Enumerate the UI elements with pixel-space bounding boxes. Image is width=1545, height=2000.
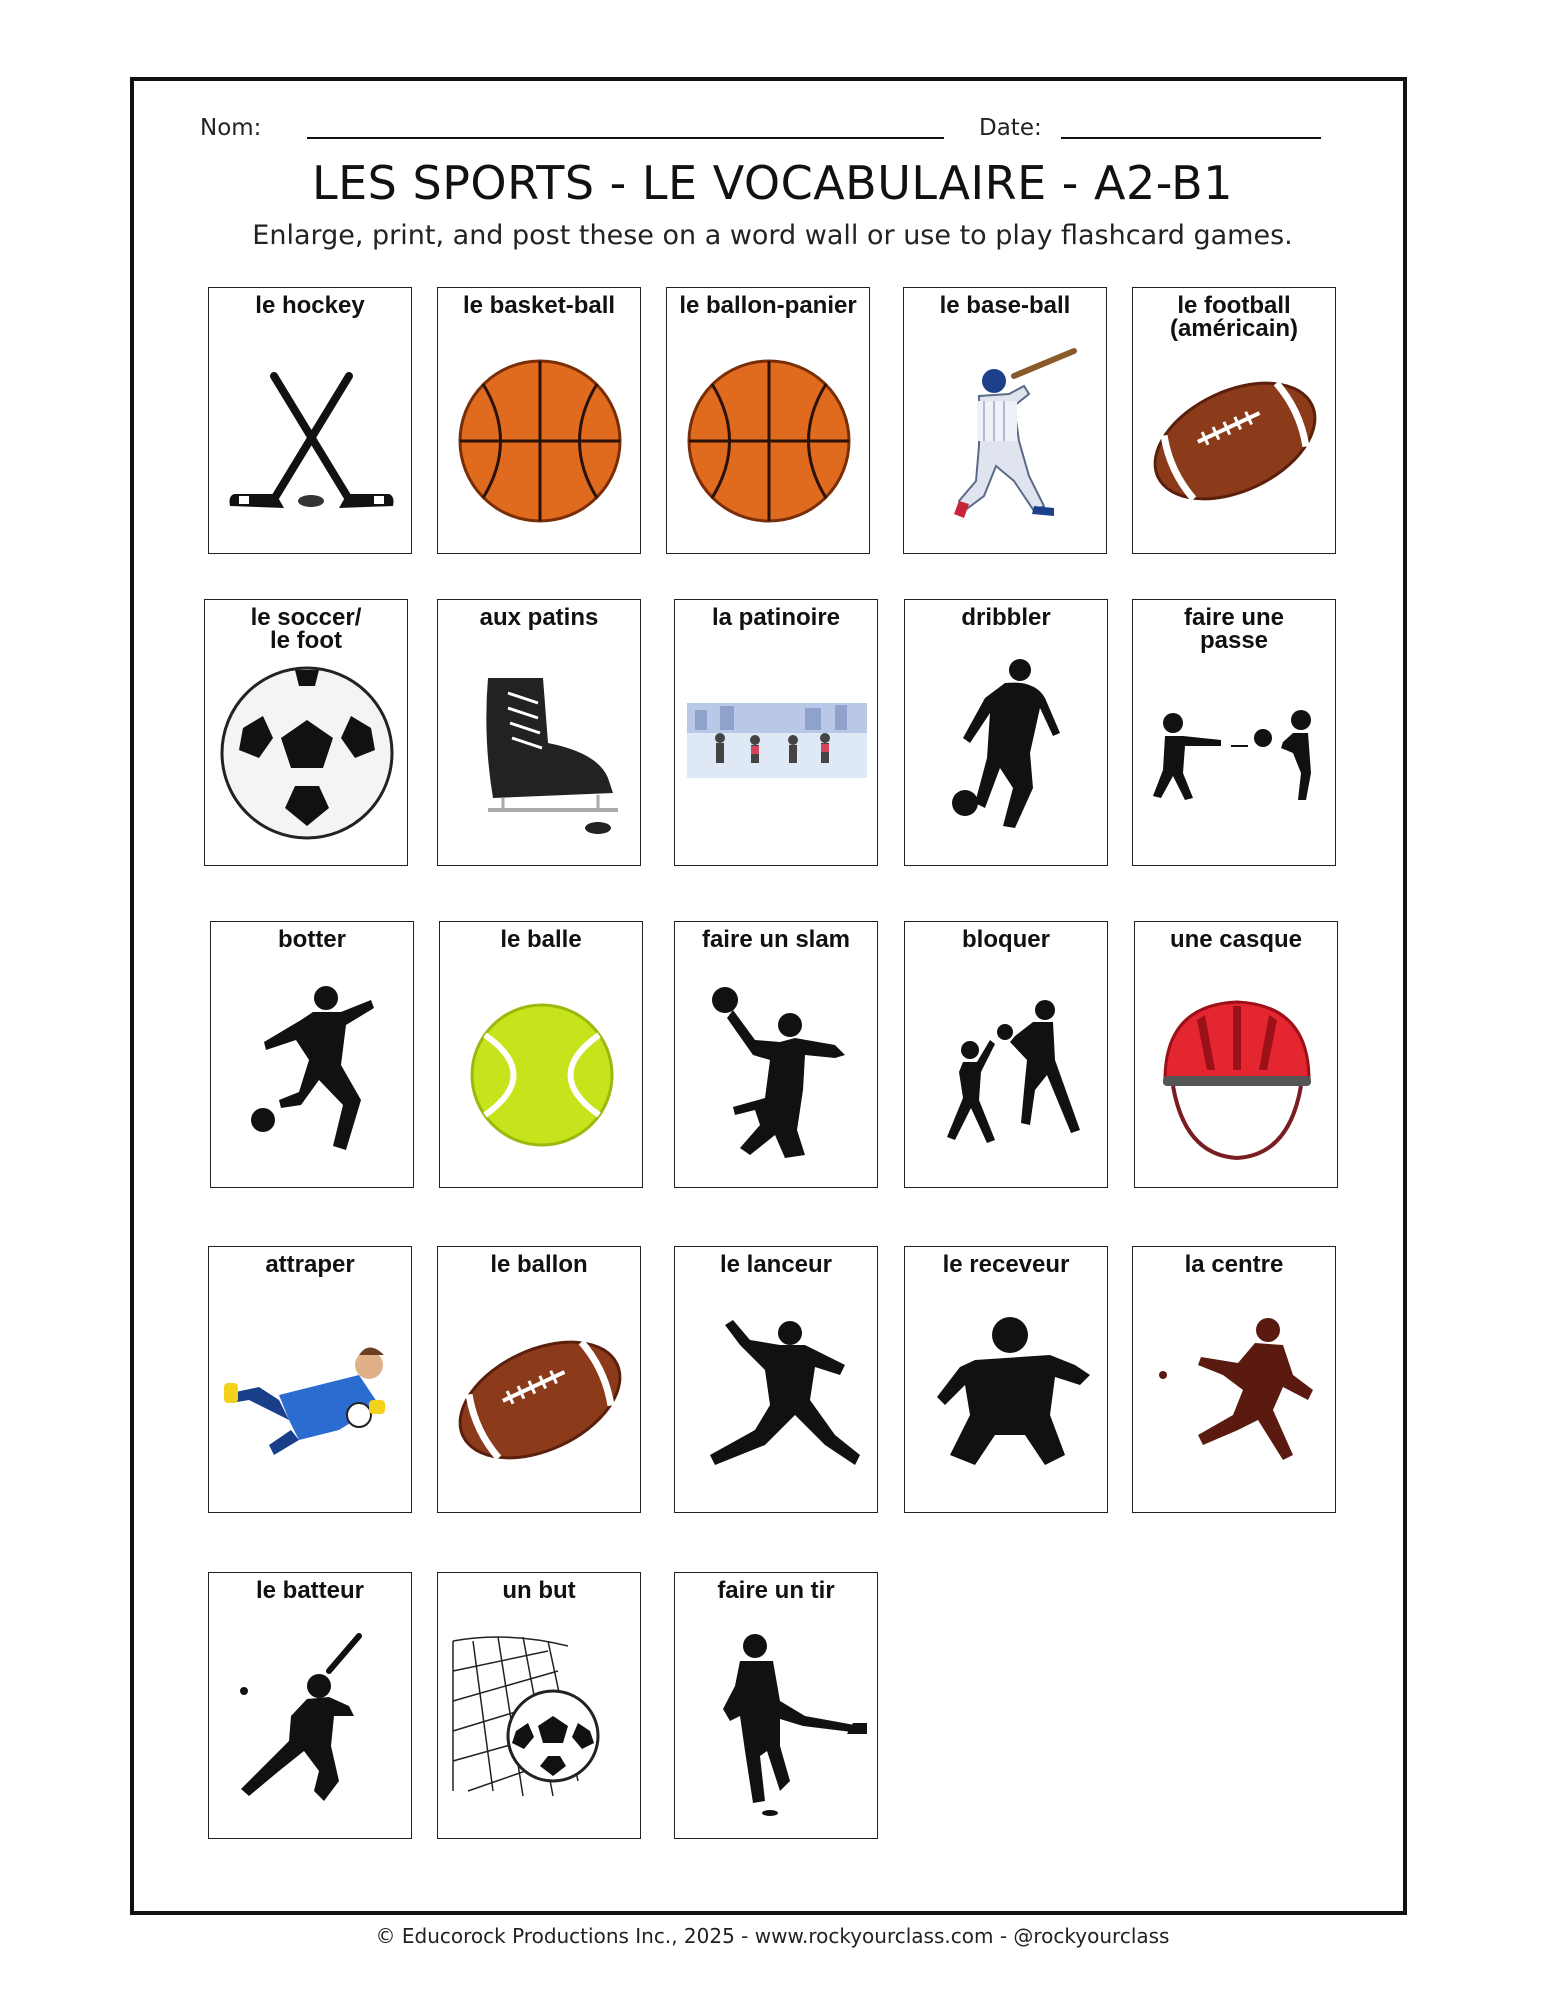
card-label: le balle [500, 926, 582, 953]
card-label: le base-ball [939, 292, 1071, 319]
flashcard [437, 1572, 641, 1839]
card-label: la patinoire [711, 604, 841, 631]
card-label: aux patins [479, 604, 599, 631]
ice-skate-icon [448, 658, 632, 856]
flashcard [208, 1246, 412, 1513]
card-label: la centre [1184, 1251, 1284, 1278]
flashcard [204, 599, 408, 866]
flashcard [666, 287, 870, 554]
hockey-shooter-icon [685, 1631, 869, 1829]
flashcard [674, 921, 878, 1188]
flashcard [904, 1246, 1108, 1513]
card-label: le hockey [255, 292, 365, 319]
flashcard [1134, 921, 1338, 1188]
tennis-ball-icon [450, 980, 634, 1178]
hockey-sticks-icon [219, 346, 403, 544]
card-label: une casque [1169, 926, 1303, 953]
flashcard [1132, 599, 1336, 866]
card-label: le basket-ball [462, 292, 616, 319]
fielder-icon [1143, 1305, 1327, 1503]
flashcard [437, 599, 641, 866]
card-label: le lanceur [719, 1251, 833, 1278]
soccer-ball-icon [215, 658, 399, 856]
card-label: faire une passe [1183, 604, 1285, 654]
page-title: LES SPORTS - LE VOCABULAIRE - A2-B1 [311, 156, 1233, 210]
passing-players-icon [1143, 658, 1327, 856]
card-label: bloquer [962, 926, 1050, 953]
card-label: le receveur [942, 1251, 1070, 1278]
flashcard [904, 599, 1108, 866]
date-label: Date: [979, 115, 1042, 141]
card-label: faire un slam [701, 926, 851, 953]
goalkeeper-catch-icon [219, 1305, 403, 1503]
blocking-players-icon [915, 980, 1099, 1178]
flashcard [1132, 1246, 1336, 1513]
card-label: le soccer/ le foot [250, 604, 362, 654]
flashcard [208, 1572, 412, 1839]
dribbling-player-icon [915, 658, 1099, 856]
flashcard [208, 287, 412, 554]
date-line [1061, 137, 1321, 139]
basketball-icon [677, 346, 861, 544]
flashcard [904, 921, 1108, 1188]
pitcher-icon [685, 1305, 869, 1503]
helmet-icon [1145, 980, 1329, 1178]
card-label: le ballon-panier [679, 292, 857, 319]
american-football-icon [448, 1305, 632, 1503]
flashcard [674, 1246, 878, 1513]
page-subtitle: Enlarge, print, and post these on a word wall or use to play flashcard games. [252, 220, 1293, 251]
flashcard [674, 599, 878, 866]
name-label: Nom: [200, 115, 262, 141]
catcher-icon [915, 1305, 1099, 1503]
card-label: attraper [265, 1251, 355, 1278]
flashcard [210, 921, 414, 1188]
flashcard [903, 287, 1107, 554]
batter-silhouette-icon [219, 1631, 403, 1829]
flashcard [437, 1246, 641, 1513]
card-label: un but [502, 1577, 576, 1604]
card-label: faire un tir [717, 1577, 835, 1604]
card-label: botter [278, 926, 346, 953]
footer-copyright: © Educorock Productions Inc., 2025 - www.rockyourclass.com - @rockyourclass [375, 1924, 1170, 1948]
card-label: le ballon [490, 1251, 588, 1278]
ice-rink-icon [685, 658, 869, 856]
card-label: le football (américain) [1169, 292, 1299, 342]
flashcard [437, 287, 641, 554]
baseball-batter-icon [914, 346, 1098, 544]
american-football-icon [1143, 346, 1327, 544]
slam-dunk-icon [685, 980, 869, 1178]
kicking-player-icon [221, 980, 405, 1178]
flashcard [1132, 287, 1336, 554]
card-label: le batteur [255, 1577, 365, 1604]
soccer-goal-net-icon [448, 1631, 632, 1829]
basketball-icon [448, 346, 632, 544]
flashcard [674, 1572, 878, 1839]
card-label: dribbler [961, 604, 1051, 631]
name-line [307, 137, 944, 139]
flashcard [439, 921, 643, 1188]
